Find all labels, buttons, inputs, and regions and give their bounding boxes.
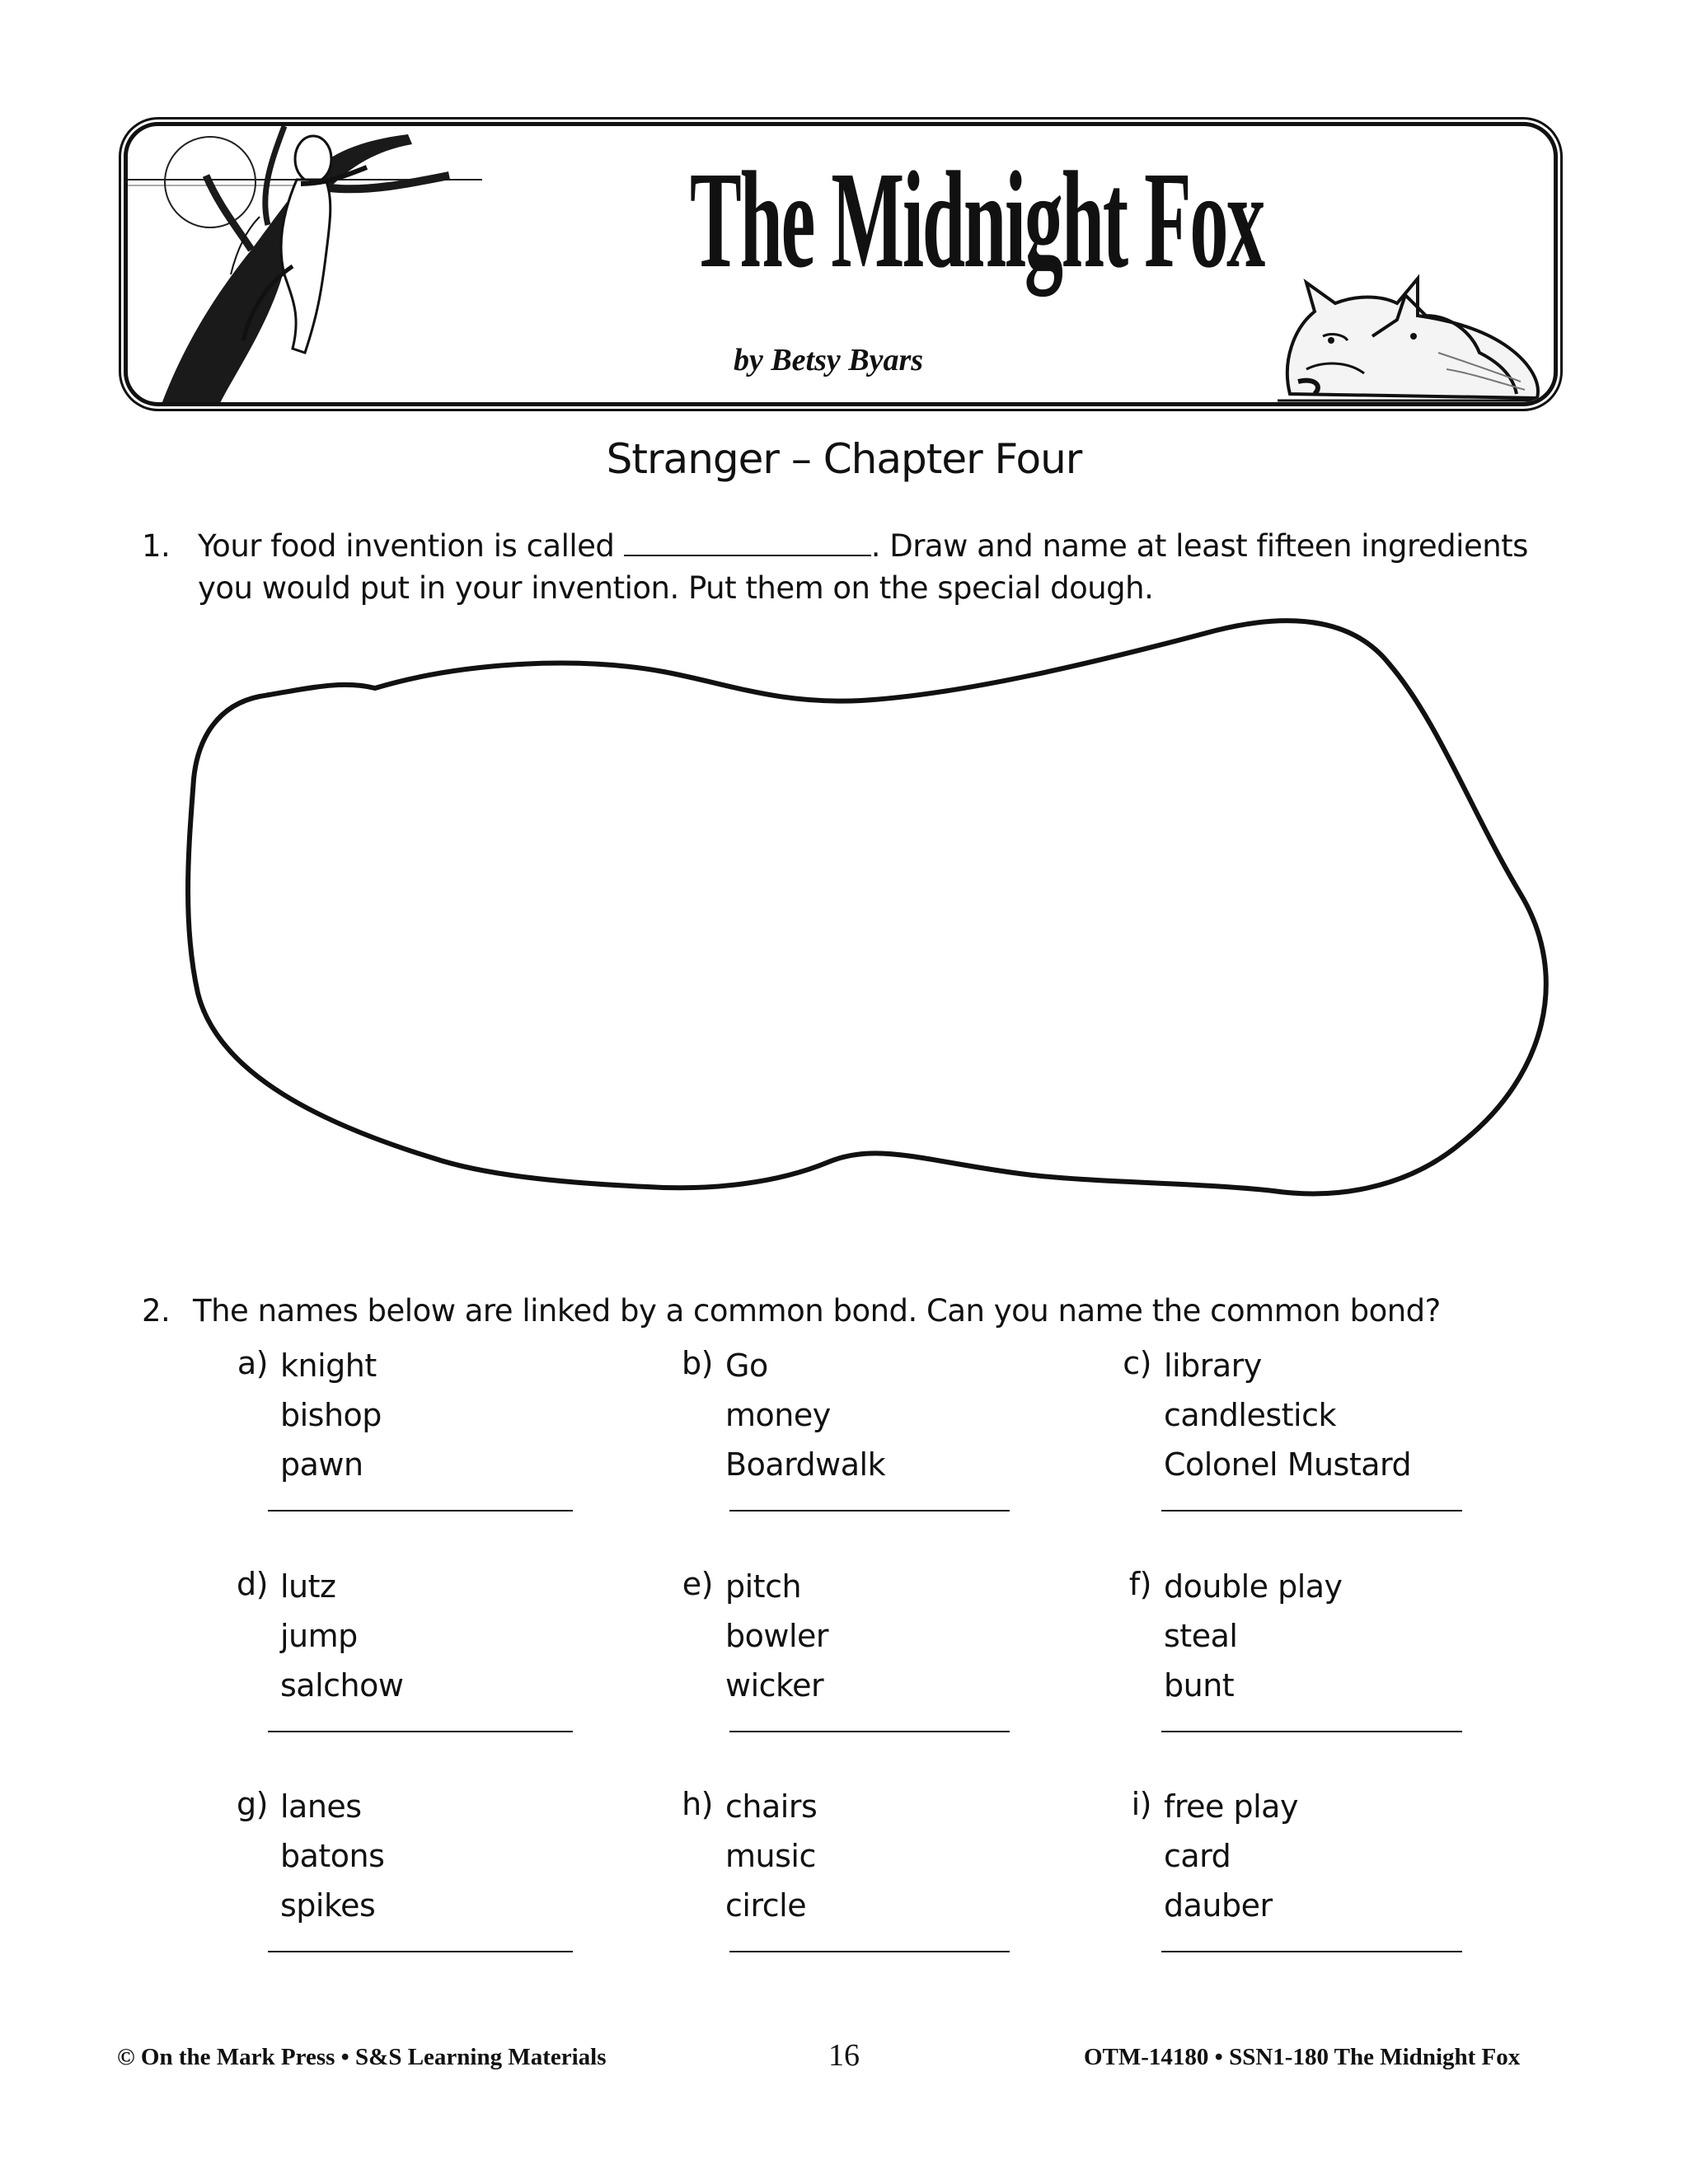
question-1-text xyxy=(198,525,1566,609)
group-word: double play xyxy=(1164,1568,1343,1605)
group-word: candlestick xyxy=(1164,1397,1336,1433)
boy-in-tree-illustration xyxy=(128,126,482,406)
group-word: steal xyxy=(1164,1618,1238,1654)
group-word: free play xyxy=(1164,1788,1298,1825)
group-word: pitch xyxy=(725,1568,802,1605)
answer-line-e[interactable] xyxy=(729,1731,1010,1732)
answer-line-i[interactable] xyxy=(1161,1951,1462,1952)
answer-line-a[interactable] xyxy=(268,1510,573,1511)
group-word: Go xyxy=(725,1347,768,1384)
group-letter: d) xyxy=(237,1566,268,1602)
group-letter: e) xyxy=(682,1566,713,1602)
page-number: 16 xyxy=(828,2038,860,2073)
group-letter: a) xyxy=(237,1345,268,1381)
answer-line-c[interactable] xyxy=(1161,1510,1462,1511)
question-1-text-start: Your food invention is called xyxy=(198,528,624,564)
group-words xyxy=(280,1786,384,1934)
group-words xyxy=(725,1786,817,1934)
group-word: salchow xyxy=(280,1667,404,1704)
group-word: batons xyxy=(280,1838,385,1874)
group-words xyxy=(1164,1786,1298,1934)
title-banner xyxy=(124,122,1558,406)
group-word: jump xyxy=(280,1618,358,1654)
book-title: The Midnight Fox xyxy=(690,143,1264,297)
question-2-text: The names below are linked by a common bond. Can you name the common bond? xyxy=(193,1293,1441,1329)
group-word: Colonel Mustard xyxy=(1164,1446,1412,1483)
group-word: library xyxy=(1164,1347,1262,1384)
group-word: dauber xyxy=(1164,1887,1273,1924)
question-1-text-end: . Draw and name at least fifteen ingredients you would put in your invention. Put them on the special dough. xyxy=(198,528,1528,606)
group-letter: h) xyxy=(682,1786,713,1822)
group-word: knight xyxy=(280,1347,377,1384)
group-word: wicker xyxy=(725,1667,824,1704)
group-letter: f) xyxy=(1128,1566,1151,1602)
group-letter: b) xyxy=(682,1345,713,1381)
question-2-number: 2. xyxy=(142,1293,171,1329)
group-word: money xyxy=(725,1397,831,1433)
group-word: spikes xyxy=(280,1887,376,1924)
group-word: bishop xyxy=(280,1397,382,1433)
answer-line-h[interactable] xyxy=(729,1951,1010,1952)
group-word: chairs xyxy=(725,1788,818,1825)
dough-drawing-area[interactable] xyxy=(185,614,1570,1228)
footer-publisher: © On the Mark Press • S&S Learning Materials xyxy=(117,2044,607,2070)
answer-line-b[interactable] xyxy=(729,1510,1010,1511)
group-word: lutz xyxy=(280,1568,336,1605)
group-word: Boardwalk xyxy=(725,1446,886,1483)
group-words xyxy=(280,1345,382,1493)
question-1-number: 1. xyxy=(142,528,171,564)
answer-line-f[interactable] xyxy=(1161,1731,1462,1732)
group-words xyxy=(280,1566,403,1714)
group-letter: c) xyxy=(1123,1345,1151,1381)
footer-product-code: OTM-14180 • SSN1-180 The Midnight Fox xyxy=(1084,2044,1521,2070)
group-word: bunt xyxy=(1164,1667,1235,1704)
group-word: card xyxy=(1164,1838,1231,1874)
foxes-illustration xyxy=(1273,237,1545,402)
answer-line-d[interactable] xyxy=(268,1731,573,1732)
group-word: lanes xyxy=(280,1788,362,1825)
book-author: by Betsy Byars xyxy=(733,343,924,377)
group-words xyxy=(725,1566,828,1714)
chapter-heading: Stranger – Chapter Four xyxy=(606,435,1082,483)
group-word: circle xyxy=(725,1887,807,1924)
group-word: music xyxy=(725,1838,816,1874)
invention-name-blank[interactable] xyxy=(624,530,871,556)
group-words xyxy=(1164,1566,1343,1714)
group-word: pawn xyxy=(280,1446,363,1483)
group-words xyxy=(725,1345,885,1493)
answer-line-g[interactable] xyxy=(268,1951,573,1952)
group-letter: g) xyxy=(237,1786,268,1822)
group-words xyxy=(1164,1345,1411,1493)
group-letter: i) xyxy=(1131,1786,1151,1822)
group-word: bowler xyxy=(725,1618,829,1654)
